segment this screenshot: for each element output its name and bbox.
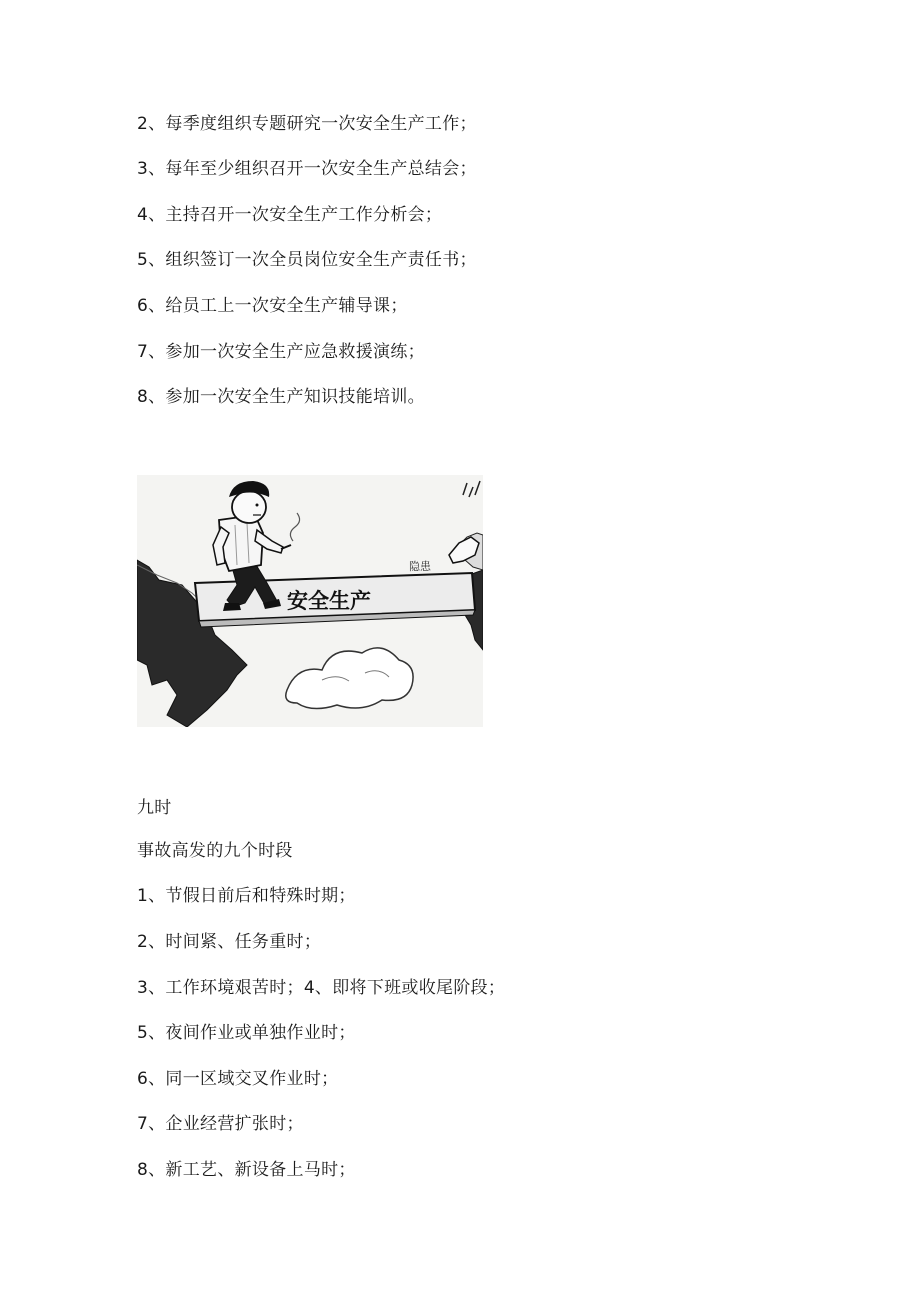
list-item: 3、每年至少组织召开一次安全生产总结会； bbox=[137, 159, 477, 179]
list-item: 2、时间紧、任务重时； bbox=[137, 932, 322, 952]
list-item: 6、同一区域交叉作业时； bbox=[137, 1069, 339, 1089]
list-item: 8、新工艺、新设备上马时； bbox=[137, 1160, 356, 1180]
hazard-text: 隐患 bbox=[409, 560, 431, 573]
list-item: 4、主持召开一次安全生产工作分析会； bbox=[137, 205, 443, 225]
list-item: 7、参加一次安全生产应急救援演练； bbox=[137, 342, 425, 362]
safety-cartoon-illustration bbox=[137, 475, 483, 727]
sign-text: 安全生产 bbox=[287, 589, 371, 613]
list-item: 2、每季度组织专题研究一次安全生产工作； bbox=[137, 114, 477, 134]
list-item: 1、节假日前后和特殊时期； bbox=[137, 886, 356, 906]
list-item: 6、给员工上一次安全生产辅导课； bbox=[137, 296, 408, 316]
section-heading: 九时 bbox=[137, 798, 172, 818]
list-item: 7、企业经营扩张时； bbox=[137, 1114, 304, 1134]
list-item: 3、工作环境艰苦时；4、即将下班或收尾阶段； bbox=[137, 978, 506, 998]
section-subheading: 事故高发的九个时段 bbox=[137, 841, 293, 861]
list-item: 5、组织签订一次全员岗位安全生产责任书； bbox=[137, 250, 477, 270]
list-item: 8、参加一次安全生产知识技能培训。 bbox=[137, 387, 425, 407]
list-item: 5、夜间作业或单独作业时； bbox=[137, 1023, 356, 1043]
